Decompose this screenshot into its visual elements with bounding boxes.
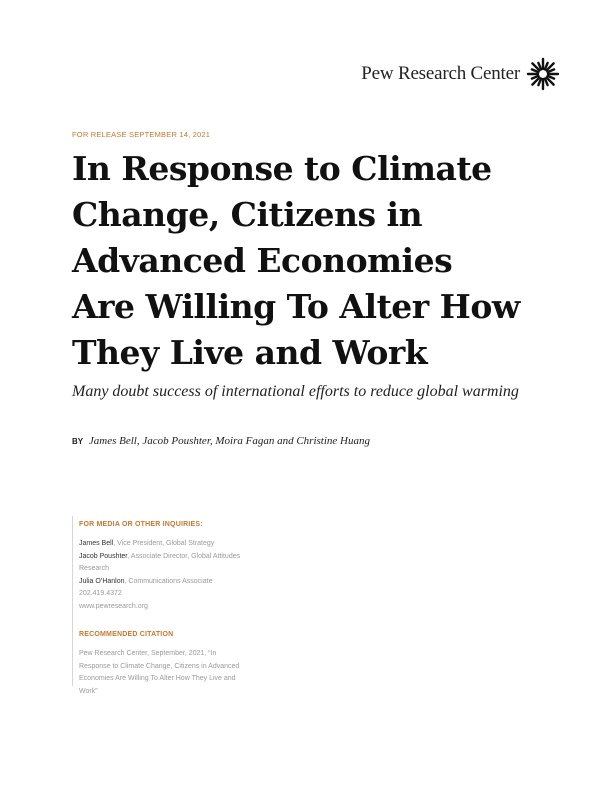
contact-name: Jacob Poushter [79, 552, 128, 560]
byline [72, 435, 370, 447]
citation-line: Work” [79, 687, 98, 695]
report-subtitle: Many doubt success of international efforts to reduce global warming [72, 383, 519, 400]
contact-role: Vice President, Global Strategy [117, 540, 215, 547]
title-line: Change, Citizens in [72, 195, 423, 234]
contact-phone: 202.419.4372 [79, 590, 122, 597]
contact-line: James Bell, Vice President, Global Strategy [79, 540, 215, 547]
contact-line [79, 563, 269, 576]
citation-heading: RECOMMENDED CITATION [79, 631, 174, 638]
title-line: Advanced Economies [72, 241, 453, 280]
title-line: In Response to Climate [72, 149, 492, 188]
contact-role: Associate Director, Global Attitudes [130, 552, 241, 560]
sunburst-logo-icon [526, 57, 560, 91]
logo-text: Pew Research Center [361, 63, 520, 84]
citation-line: Response to Climate Change, Citizens in Advanced [79, 662, 240, 670]
contact-name: Julia O’Hanlon [79, 577, 125, 585]
contact-role: Communications Associate [128, 577, 213, 585]
pew-logo [361, 57, 560, 91]
contact-line: Jacob Poushter, Associate Director, Global Attitudes [79, 552, 241, 560]
contact-name: James Bell [79, 540, 114, 547]
title-line: Are Willing To Alter How [72, 287, 520, 326]
byline-authors: James Bell, Jacob Poushter, Moira Fagan and Christine Huang [88, 435, 370, 447]
byline-prefix: BY [72, 437, 84, 446]
citation-line: Economies Are Willing To Alter How They Live and [79, 675, 236, 682]
contact-role: Research [79, 565, 109, 572]
website-link[interactable]: www.pewresearch.org [79, 602, 148, 610]
citation-line: Pew Research Center, September, 2021, “In [79, 650, 217, 657]
title-line: They Live and Work [72, 333, 428, 372]
report-title [72, 146, 572, 376]
contact-sidebar [72, 516, 269, 695]
release-date: FOR RELEASE SEPTEMBER 14, 2021 [72, 130, 211, 139]
contact-line: Julia O’Hanlon, Communications Associate [79, 577, 213, 585]
media-heading: FOR MEDIA OR OTHER INQUIRIES: [79, 521, 203, 528]
